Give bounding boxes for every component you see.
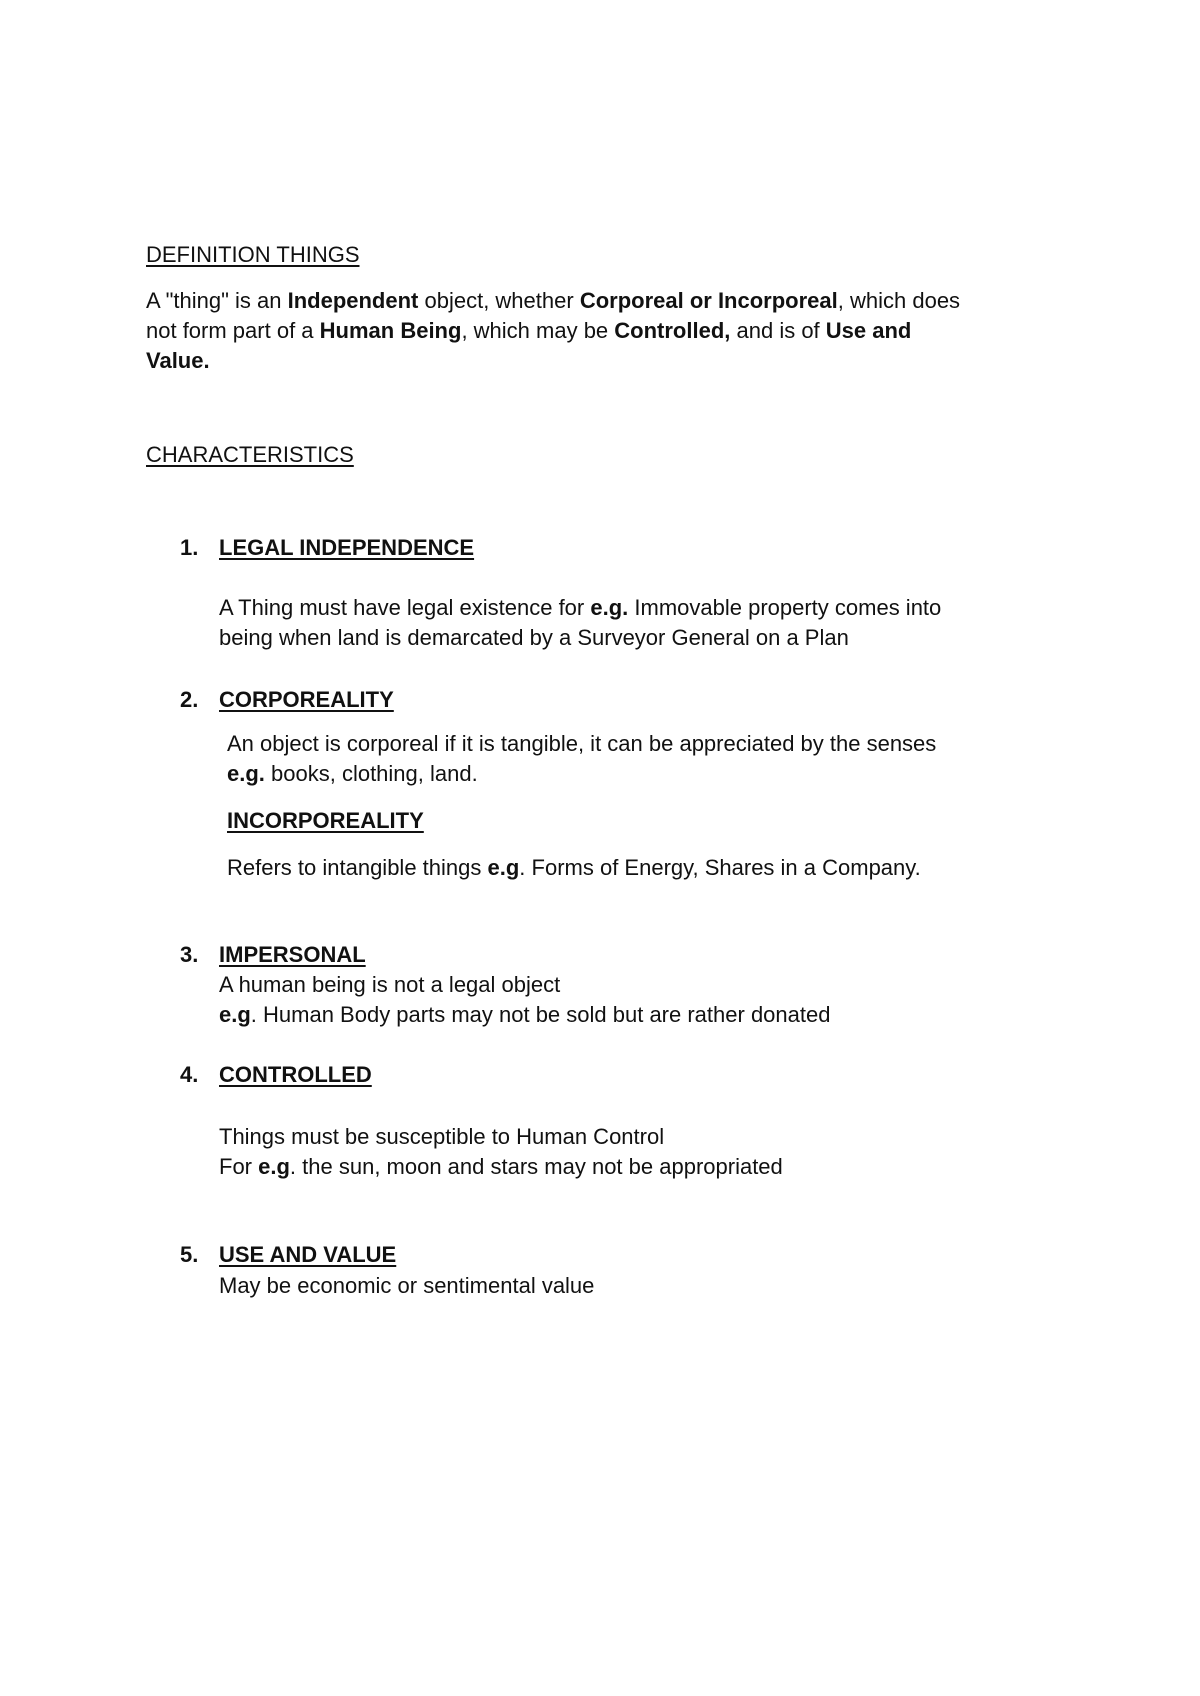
item-4-line-1: Things must be susceptible to Human Control bbox=[219, 1124, 665, 1149]
item-3-line-2: e.g. Human Body parts may not be sold but are rather donated bbox=[219, 1002, 831, 1027]
characteristics-heading: CHARACTERISTICS bbox=[146, 442, 354, 467]
item-4-line-2: For e.g. the sun, moon and stars may not be appropriated bbox=[219, 1154, 783, 1179]
item-5-line-1: May be economic or sentimental value bbox=[219, 1273, 595, 1298]
item-3-title: IMPERSONAL bbox=[219, 942, 366, 967]
item-1-number: 1. bbox=[180, 535, 199, 560]
definition-line-1: A "thing" is an Independent object, whether Corporeal or Incorporeal, which does bbox=[146, 288, 961, 313]
item-1-line-2: being when land is demarcated by a Surveyor General on a Plan bbox=[219, 625, 849, 650]
definition-line-2: not form part of a Human Being, which may be Controlled, and is of Use and bbox=[146, 318, 912, 343]
item-2-title: CORPOREALITY bbox=[219, 687, 394, 712]
item-5-title: USE AND VALUE bbox=[219, 1242, 397, 1267]
definition-line-3: Value. bbox=[146, 348, 210, 373]
item-4-number: 4. bbox=[180, 1062, 199, 1087]
item-2-line-1: An object is corporeal if it is tangible, it can be appreciated by the senses bbox=[227, 731, 937, 756]
item-2-line-3: Refers to intangible things e.g. Forms of Energy, Shares in a Company. bbox=[227, 855, 921, 880]
item-3-number: 3. bbox=[180, 942, 199, 967]
item-2-line-2: e.g. books, clothing, land. bbox=[227, 761, 478, 786]
item-2-number: 2. bbox=[180, 687, 199, 712]
item-4-title: CONTROLLED bbox=[219, 1062, 372, 1087]
item-5-number: 5. bbox=[180, 1242, 199, 1267]
item-3-line-1: A human being is not a legal object bbox=[219, 972, 561, 997]
item-1-title: LEGAL INDEPENDENCE bbox=[219, 535, 475, 560]
definition-heading: DEFINITION THINGS bbox=[146, 242, 360, 267]
item-2-subtitle: INCORPOREALITY bbox=[227, 808, 424, 833]
item-1-line-1: A Thing must have legal existence for e.g. Immovable property comes into bbox=[219, 595, 942, 620]
